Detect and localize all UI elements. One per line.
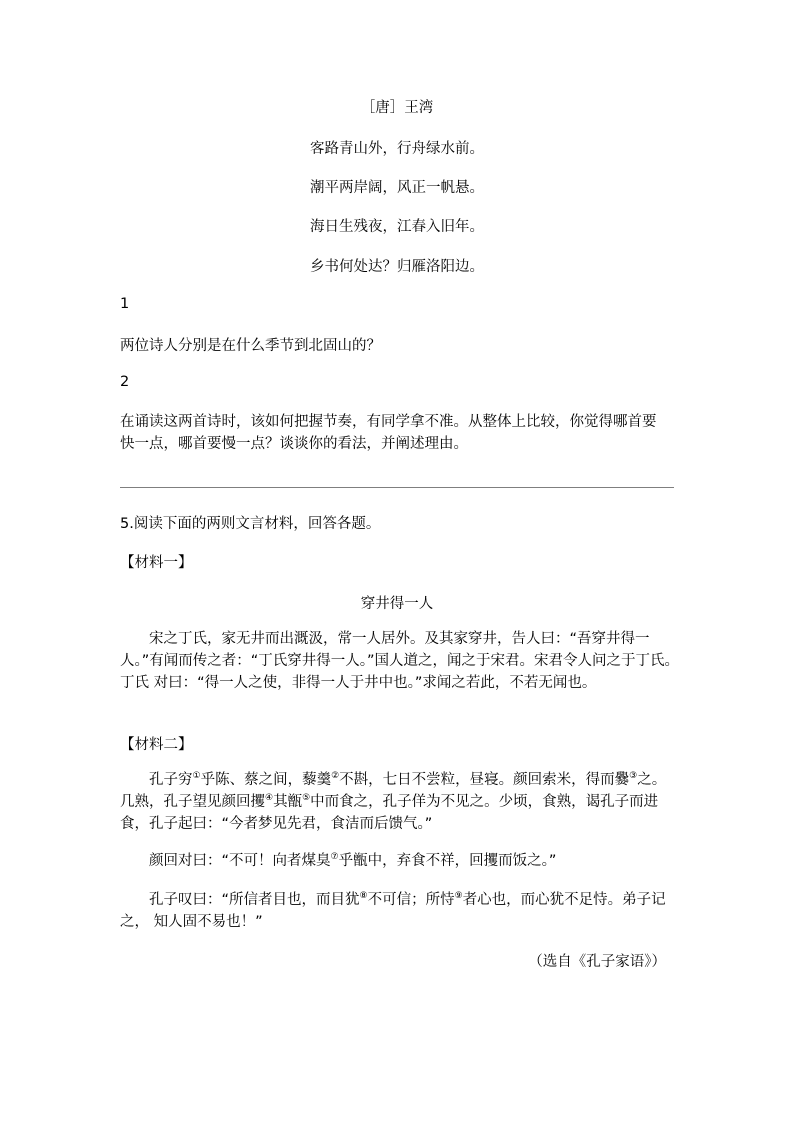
- section-heading: 5.阅读下面的两则文言材料，回答各题。: [120, 516, 381, 532]
- material-title: 穿井得一人: [360, 596, 434, 612]
- text-run: 不可信；所恃: [367, 892, 455, 908]
- footnote-marker: ⑦: [330, 852, 339, 862]
- question-number: 2: [120, 374, 130, 390]
- material-label: 【材料一】: [120, 555, 193, 571]
- question-text: 两位诗人分别是在什么季节到北固山的？: [120, 338, 381, 354]
- text-run: 者心也，而心犹不足恃。弟子记之， 知人固不易也！”: [120, 892, 666, 930]
- poem-line: 客路青山外，行舟绿水前。: [310, 141, 484, 157]
- text-run: 其甑: [273, 794, 303, 810]
- footnote-marker: ③: [629, 771, 638, 781]
- material-label: 【材料二】: [120, 737, 193, 753]
- question-text: 在诵读这两首诗时，该如何把握节奏，有同学拿不准。从整体上比较，你觉得哪首要快一点，哪首要慢一点？谈谈你的看法，并阐述理由。: [120, 414, 657, 452]
- poem-line: 海日生残夜，江春入旧年。: [310, 219, 484, 235]
- poem-line: 乡书何处达？归雁洛阳边。: [310, 259, 484, 275]
- text-run: 孔子叹曰：“所信者目也，而目犹: [149, 892, 360, 908]
- text-run: 孔子穷: [149, 772, 193, 788]
- text-run: 之。几熟，孔子望见颜回攫: [120, 772, 667, 810]
- footnote-marker: ⑨: [454, 891, 463, 901]
- section-divider: [120, 487, 674, 488]
- material-paragraph: [120, 850, 680, 872]
- material-paragraph: [120, 889, 680, 933]
- material-paragraph: [120, 769, 680, 835]
- source-citation: （选自《孔子家语》）: [528, 954, 666, 970]
- footnote-marker: ⑧: [359, 891, 368, 901]
- footnote-marker: ②: [331, 771, 340, 781]
- text-run: 颜回对曰：“不可！向者煤臭: [149, 853, 331, 869]
- question-number: 1: [120, 296, 130, 312]
- footnote-marker: ④: [265, 793, 274, 803]
- footnote-marker: ①: [192, 771, 201, 781]
- poem-author: ［唐］王湾: [360, 100, 434, 116]
- material-text: 宋之丁氏，家无井而出溉汲，常一人居外。及其家穿井，告人曰：“吾穿井得一人。”有闻而传之者：“丁氏穿井得一人。”国人道之，闻之于宋君。宋君令人问之于丁氏。丁氏 对曰：“得一人之使，非得一人于井中也。”求闻之若此，不若无闻也。: [120, 631, 680, 691]
- text-run: 乎陈、蔡之间，藜羹: [200, 772, 332, 788]
- text-run: 乎甑中，弃食不祥，回攫而饭之。”: [338, 853, 557, 869]
- poem-line: 潮平两岸阔，风正一帆悬。: [310, 180, 484, 196]
- footnote-marker: ⑤: [302, 793, 311, 803]
- text-run: 不斟，七日不尝粒，昼寝。颜回索米，得而爨: [339, 772, 630, 788]
- text-run: 中而食之，孔子佯为不见之。少顷，食熟，谒孔子而进食，孔子起曰：“今者梦见先君，食洁而后馈气。”: [120, 794, 659, 832]
